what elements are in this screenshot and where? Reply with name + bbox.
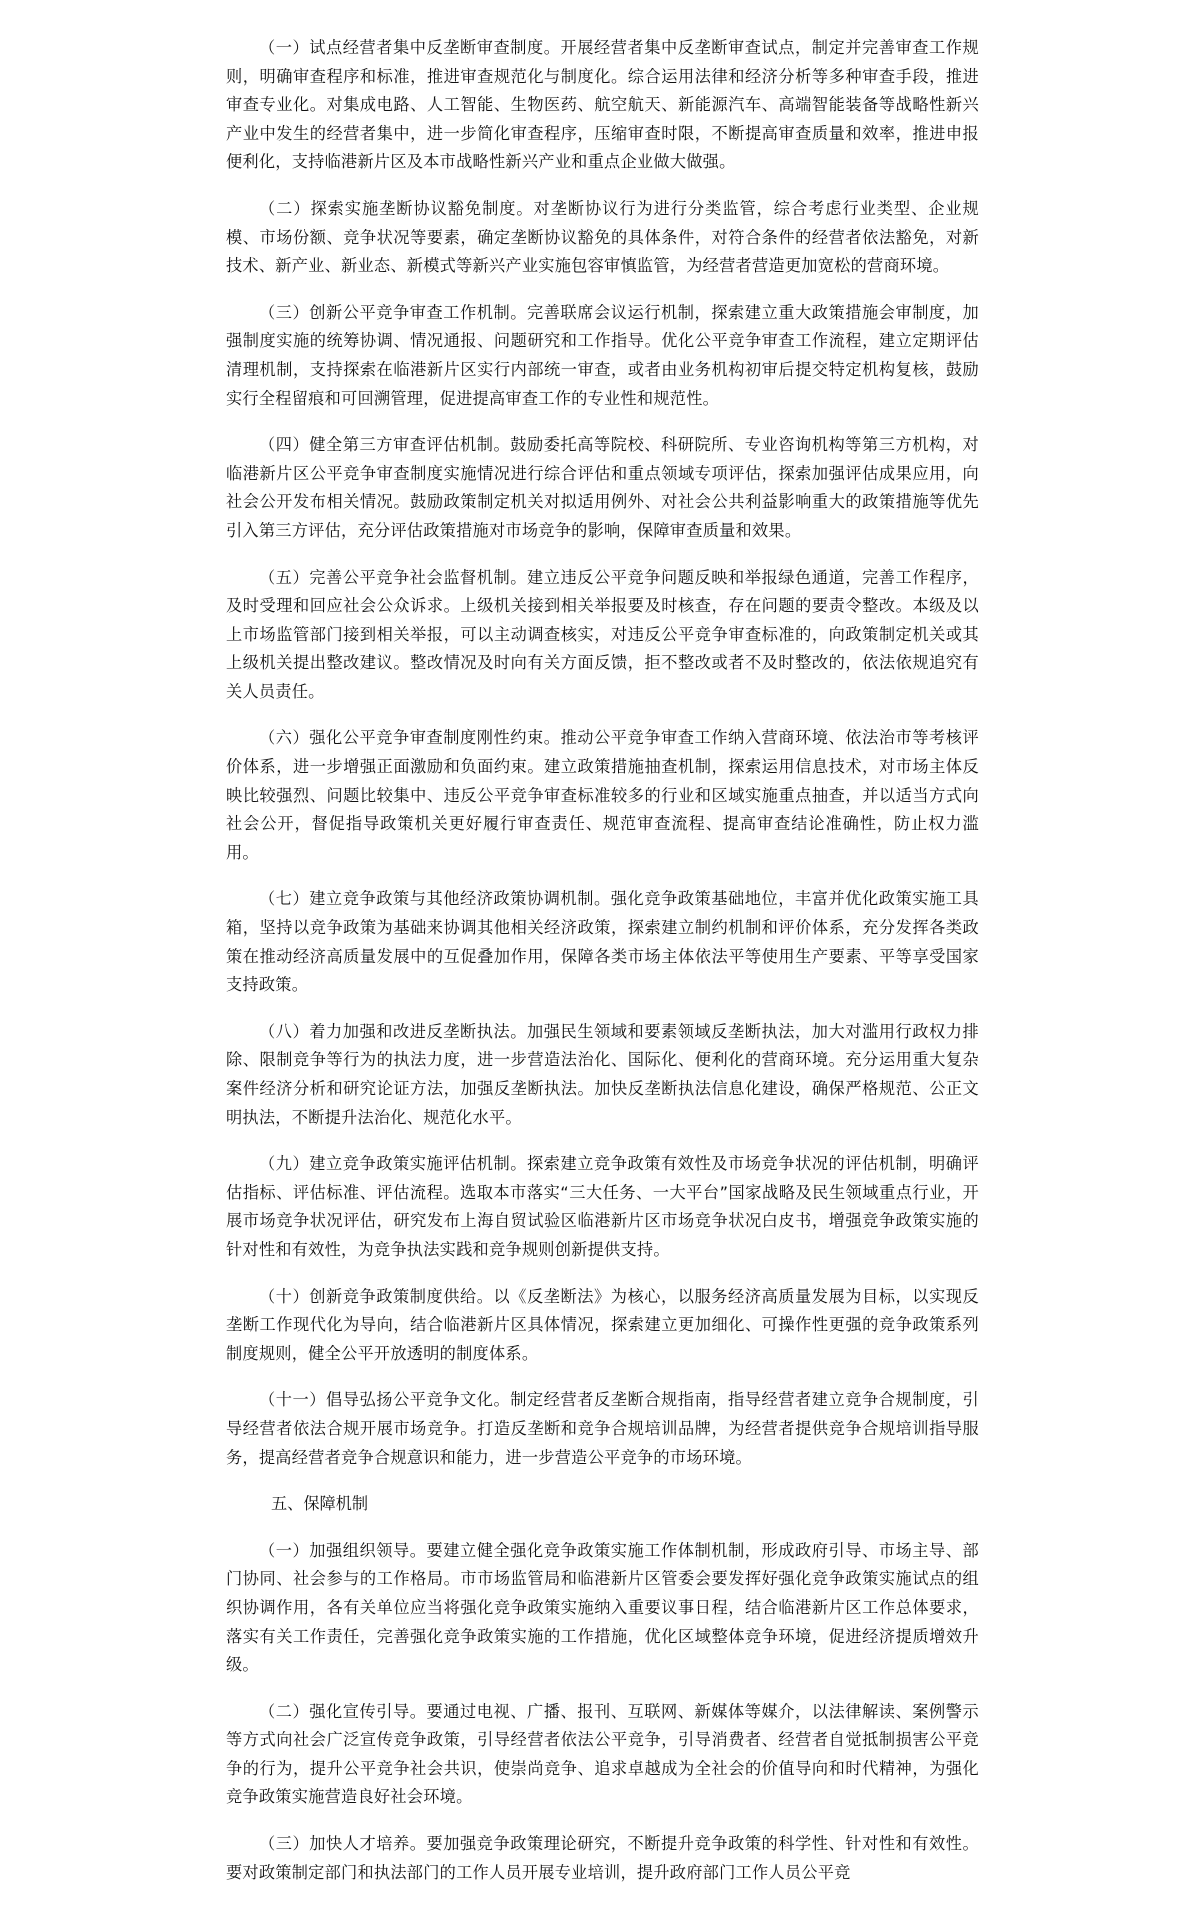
paragraph-11: （十一）倡导弘扬公平竞争文化。制定经营者反垄断合规指南，指导经营者建立竞争合规制度，引导经营者依法合规开展市场竞争。打造反垄断和竞争合规培训品牌，为经营者提供竞争合规培训指导服务，提高经营者竞争合规意识和能力，进一步营造公平竞争的市场环境。 — [226, 1390, 979, 1467]
paragraph-3: （三）创新公平竞争审查工作机制。完善联席会议运行机制，探索建立重大政策措施会审制度，加强制度实施的统筹协调、情况通报、问题研究和工作指导。优化公平竞争审查工作流程，建立定期评估清理机制，支持探索在临港新片区实行内部统一审查，或者由业务机构初审后提交特定机构复核，鼓励实行全程留痕和可回溯管理，促进提高审查工作的专业性和规范性。 — [226, 302, 979, 408]
paragraph-2: （二）探索实施垄断协议豁免制度。对垄断协议行为进行分类监管，综合考虑行业类型、企业规模、市场份额、竞争状况等要素，确定垄断协议豁免的具体条件，对符合条件的经营者依法豁免，对新技术、新产业、新业态、新模式等新兴产业实施包容审慎监管，为经营者营造更加宽松的营商环境。 — [226, 198, 979, 276]
paragraph-14: （三）加快人才培养。要加强竞争政策理论研究，不断提升竞争政策的科学性、针对性和有效性。要对政策制定部门和执法部门的工作人员开展专业培训，提升政府部门工作人员公平竞 — [226, 1834, 979, 1882]
paragraph-6: （六）强化公平竞争审查制度刚性约束。推动公平竞争审查工作纳入营商环境、依法治市等考核评价体系，进一步增强正面激励和负面约束。建立政策措施抽查机制，探索运用信息技术，对市场主体反映比较强烈、问题比较集中、违反公平竞争审查标准较多的行业和区域实施重点抽查，并以适当方式向社会公开，督促指导政策机关更好履行审查责任、规范审查流程、提高审查结论准确性，防止权力滥用。 — [226, 728, 979, 862]
document-page — [226, 34, 979, 1905]
paragraph-12: （一）加强组织领导。要建立健全强化竞争政策实施工作体制机制，形成政府引导、市场主导、部门协同、社会参与的工作格局。市市场监管局和临港新片区管委会要发挥好强化竞争政策实施试点的组织协调作用，各有关单位应当将强化竞争政策实施纳入重要议事日程，结合临港新片区工作总体要求，落实有关工作责任，完善强化竞争政策实施的工作措施，优化区域整体竞争环境，促进经济提质增效升级。 — [226, 1540, 979, 1675]
paragraph-4: （四）健全第三方审查评估机制。鼓励委托高等院校、科研院所、专业咨询机构等第三方机构，对临港新片区公平竞争审查制度实施情况进行综合评估和重点领域专项评估，探索加强评估成果应用，向社会公开发布相关情况。鼓励政策制定机关对拟适用例外、对社会公共利益影响重大的政策措施等优先引入第三方评估，充分评估政策措施对市场竞争的影响，保障审查质量和效果。 — [226, 435, 979, 540]
paragraph-7: （七）建立竞争政策与其他经济政策协调机制。强化竞争政策基础地位，丰富并优化政策实施工具箱，坚持以竞争政策为基础来协调其他相关经济政策，探索建立制约机制和评价体系，充分发挥各类政策在推动经济高质量发展中的互促叠加作用，保障各类市场主体依法平等使用生产要素、平等享受国家支持政策。 — [226, 889, 979, 995]
paragraph-8: （八）着力加强和改进反垄断执法。加强民生领域和要素领域反垄断执法，加大对滥用行政权力排除、限制竞争等行为的执法力度，进一步营造法治化、国际化、便利化的营商环境。充分运用重大复杂案件经济分析和研究论证方法，加强反垄断执法。加快反垄断执法信息化建设，确保严格规范、公正文明执法，不断提升法治化、规范化水平。 — [226, 1021, 979, 1127]
paragraph-1: （一）试点经营者集中反垄断审查制度。开展经营者集中反垄断审查试点，制定并完善审查工作规则，明确审查程序和标准，推进审查规范化与制度化。综合运用法律和经济分析等多种审查手段，推进审查专业化。对集成电路、人工智能、生物医药、航空航天、新能源汽车、高端智能装备等战略性新兴产业中发生的经营者集中，进一步简化审查程序，压缩审查时限，不断提高审查质量和效率，推进申报便利化，支持临港新片区及本市战略性新兴产业和重点企业做大做强。 — [226, 38, 979, 172]
section-heading: 五、保障机制 — [271, 1494, 369, 1514]
paragraph-9: （九）建立竞争政策实施评估机制。探索建立竞争政策有效性及市场竞争状况的评估机制，明确评估指标、评估标准、评估流程。选取本市落实“三大任务、一大平台”国家战略及民生领域重点行业，开展市场竞争状况评估，研究发布上海自贸试验区临港新片区市场竞争状况白皮书，增强竞争政策实施的针对性和有效性，为竞争执法实践和竞争规则创新提供支持。 — [226, 1154, 979, 1259]
paragraph-5: （五）完善公平竞争社会监督机制。建立违反公平竞争问题反映和举报绿色通道，完善工作程序，及时受理和回应社会公众诉求。上级机关接到相关举报要及时核查，存在问题的要责令整改。本级及以上市场监管部门接到相关举报，可以主动调查核实，对违反公平竞争审查标准的，向政策制定机关或其上级机关提出整改建议。整改情况及时向有关方面反馈，拒不整改或者不及时整改的，依法依规追究有关人员责任。 — [226, 567, 979, 701]
paragraph-10: （十）创新竞争政策制度供给。以《反垄断法》为核心，以服务经济高质量发展为目标，以实现反垄断工作现代化为导向，结合临港新片区具体情况，探索建立更加细化、可操作性更强的竞争政策系列制度规则，健全公平开放透明的制度体系。 — [226, 1286, 979, 1363]
paragraph-13: （二）强化宣传引导。要通过电视、广播、报刊、互联网、新媒体等媒介，以法律解读、案例警示等方式向社会广泛宣传竞争政策，引导经营者依法公平竞争，引导消费者、经营者自觉抵制损害公平竞争的行为，提升公平竞争社会共识，使崇尚竞争、追求卓越成为全社会的价值导向和时代精神，为强化竞争政策实施营造良好社会环境。 — [226, 1701, 979, 1807]
